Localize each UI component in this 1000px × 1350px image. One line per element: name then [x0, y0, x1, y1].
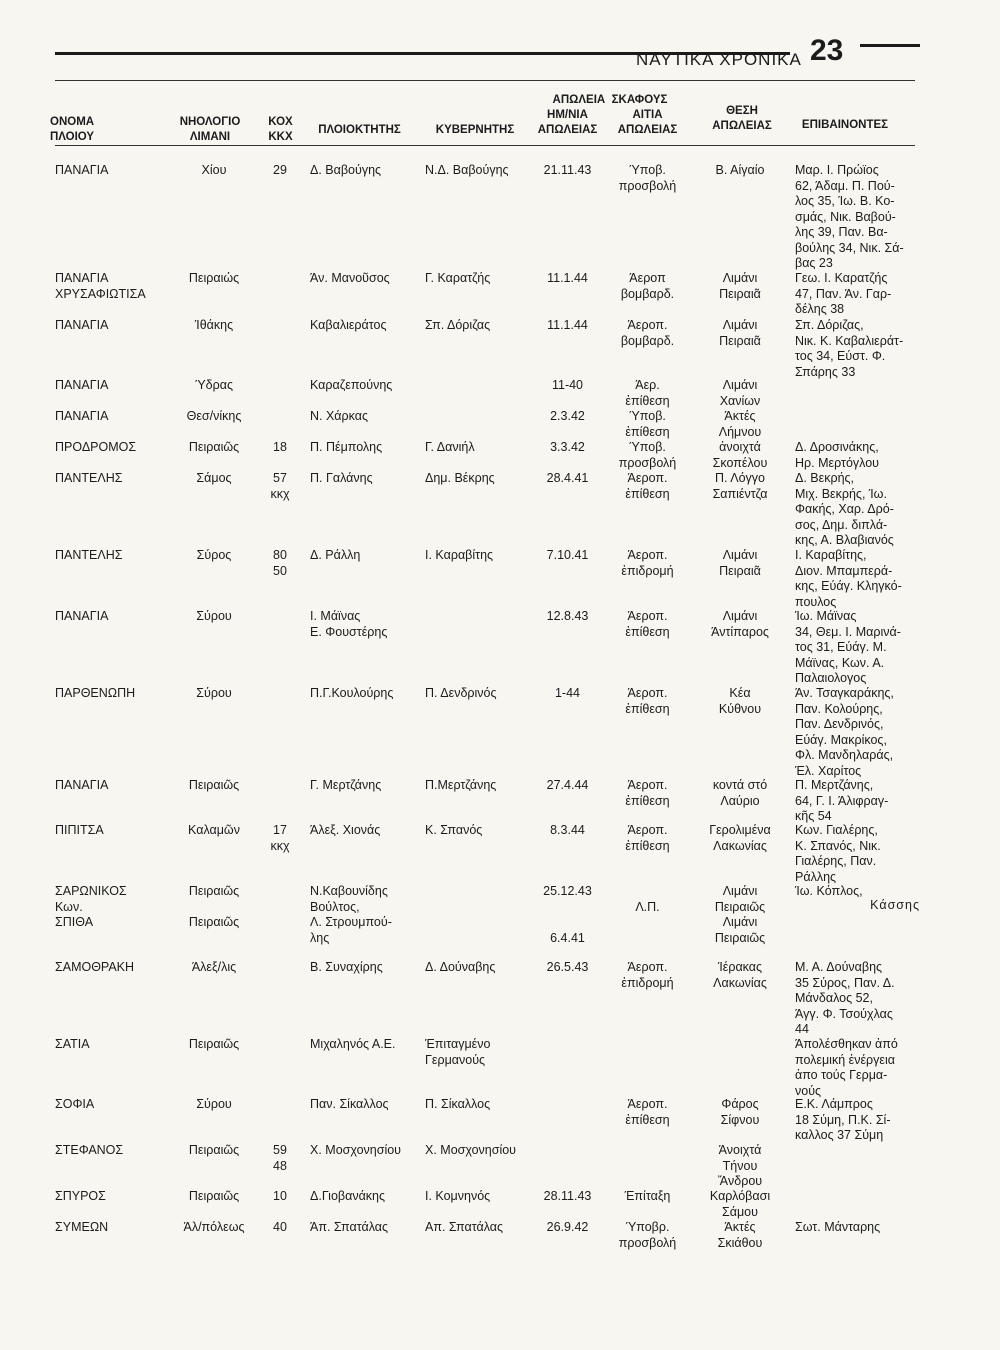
- kox-number: 10: [273, 1189, 287, 1203]
- col-head-cause: ΑΙΤΙΑ ΑΠΩΛΕΙΑΣ: [617, 109, 678, 136]
- loss-place: Λιμάνι Χανίων: [719, 378, 761, 408]
- kox-number: 80 50: [273, 548, 287, 578]
- loss-place: Άκτές Σκιάθου: [717, 1220, 763, 1250]
- captain: Ι. Καραβίτης: [425, 548, 494, 562]
- captain: Π. Σίκαλλος: [425, 1097, 491, 1111]
- ship-name: ΠΑΝΑΓΙΑ ΧΡΥΣΑΦΙΩΤΙΣΑ: [55, 271, 146, 301]
- loss-place: Π. Λόγγο Σαπιέντζα: [712, 471, 768, 501]
- owner: Δ.Γιοβανάκης: [310, 1189, 386, 1203]
- ship-name: ΠΑΡΘΕΝΩΠΗ: [55, 686, 136, 700]
- owner: Ν. Χάρκας: [310, 409, 368, 423]
- captain: Ι. Κομνηνός: [425, 1189, 491, 1203]
- loss-date: 8.3.44: [550, 823, 585, 837]
- kox-number: 17 κκχ: [270, 823, 290, 853]
- registry-port: Ίθάκης: [194, 318, 234, 332]
- loss-cause: Ύποβ. ἐπίθεση: [625, 409, 670, 439]
- owner: Καβαλιεράτος: [310, 318, 387, 332]
- captain: Π.Μερτζάνης: [425, 778, 497, 792]
- loss-place: Λιμάνι Πειραιῶς: [714, 884, 766, 914]
- loss-date: 11.1.44: [547, 271, 588, 285]
- crew-list: Ι. Καραβίτης, Διον. Μπαμπερά- κης, Εύάγ. Κληγκό- πουλος: [795, 548, 902, 609]
- loss-place: Β. Αίγαίο: [715, 163, 765, 177]
- crew-list: Μαρ. Ι. Πρώϊος 62, Άδαμ. Π. Πού- λος 35, Ίω. Β. Κο- σμάς, Νικ. Βαβού- λης 39, Παν. Βα- βούλης 34, Νικ. Σά- βας 23: [795, 163, 904, 270]
- loss-cause: Άεροπ. ἐπίθεση: [625, 686, 670, 716]
- col-head-place: ΘΕΣΗ ΑΠΩΛΕΙΑΣ: [712, 105, 772, 132]
- ship-name: ΣΟΦΙΑ: [55, 1097, 95, 1111]
- owner: Καραζεπούνης: [310, 378, 393, 392]
- loss-date: 12.8.43: [546, 609, 589, 623]
- crew-list: Ίω. Μάϊνας 34, Θεμ. Ι. Μαρινά- τος 31, Εύάγ. Μ. Μάϊνας, Κων. Α. Παλαιολογος: [795, 609, 901, 685]
- captain: Γ. Καρατζής: [425, 271, 491, 285]
- table-row: [0, 471, 1000, 547]
- registry-port: Πειραιῶς: [188, 884, 240, 898]
- ship-name: ΠΑΝΑΓΙΑ: [55, 318, 109, 332]
- table-row: [0, 884, 1000, 914]
- table-row: [0, 1037, 1000, 1098]
- captain: Γ. Δανιήλ: [425, 440, 475, 454]
- crew-list: Π. Μερτζάνης, 64, Γ. Ι. Άλιφραγ- κῆς 54: [795, 778, 889, 823]
- loss-place: Λιμάνι Πειραιᾶ: [719, 271, 761, 301]
- col-head-kox: ΚΟΧ ΚΚΧ: [268, 116, 293, 143]
- owner: Λ. Στρουμπού- λης: [310, 915, 392, 945]
- loss-cause: Άεροπ. ἐπίθεση: [625, 778, 670, 808]
- crew-list-extra: Κάσσης: [870, 898, 920, 912]
- loss-date: 11.1.44: [547, 318, 588, 332]
- owner: Ν.Καβουνίδης Βούλτος,: [310, 884, 388, 914]
- loss-date: 7.10.41: [546, 548, 589, 562]
- ship-name: ΣΑΤΙΑ: [55, 1037, 90, 1051]
- ship-name: ΠΑΝΑΓΙΑ: [55, 163, 109, 177]
- loss-place: Λιμάνι Πειραιῶς: [714, 915, 766, 945]
- owner: Άν. Μανοῦσος: [310, 271, 390, 285]
- ship-name: ΠΑΝΑΓΙΑ: [55, 378, 109, 392]
- loss-date: 28.11.43: [543, 1189, 592, 1203]
- owner: Άλεξ. Χιονάς: [310, 823, 381, 837]
- col-head-loss-span: ΑΠΩΛΕΙΑ ΣΚΑΦΟΥΣ: [552, 94, 668, 106]
- table-row: [0, 823, 1000, 884]
- crew-list: Σπ. Δόριζας, Νικ. Κ. Καβαλιεράτ- τος 34, Εύστ. Φ. Σπάρης 33: [795, 318, 904, 379]
- loss-date: 6.4.41: [550, 930, 585, 945]
- registry-port: Πειραιῶς: [188, 440, 240, 454]
- registry-port: Πειραιῶς: [188, 1143, 240, 1157]
- ship-name: ΠΙΠΙΤΣΑ: [55, 823, 104, 837]
- registry-port: Σύρου: [196, 686, 232, 700]
- loss-date: 2.3.42: [550, 409, 585, 423]
- loss-date: 21.11.43: [543, 163, 592, 177]
- registry-port: Πειραιῶς: [188, 1037, 240, 1051]
- table-row: [0, 1189, 1000, 1219]
- owner: Άπ. Σπατάλας: [310, 1220, 389, 1234]
- registry-port: Καλαμῶν: [188, 823, 240, 837]
- loss-place: Λιμάνι Πειραιᾶ: [719, 548, 761, 578]
- ship-name: ΣΤΕΦΑΝΟΣ: [55, 1143, 124, 1157]
- loss-place: κοντά στό Λαύριο: [712, 778, 768, 808]
- loss-cause: Άεροπ. ἐπίθεση: [625, 1097, 670, 1127]
- loss-date: 3.3.42: [550, 440, 585, 454]
- loss-date: 25.12.43: [543, 884, 592, 898]
- ship-name: ΣΑΡΩΝΙΚΟΣ Κων.: [55, 884, 127, 914]
- owner: Παν. Σίκαλλος: [310, 1097, 389, 1111]
- crew-list: Μ. Α. Δούναβης 35 Σύρος, Παν. Δ. Μάνδαλος 52, Άγγ. Φ. Τσούχλας 44: [795, 960, 895, 1036]
- loss-date: 28.4.41: [546, 471, 589, 485]
- col-head-name: ΟΝΟΜΑ ΠΛΟΙΟΥ: [50, 116, 95, 143]
- registry-port: Άλεξ/λις: [191, 960, 237, 974]
- loss-cause: Λ.Π.: [635, 899, 660, 914]
- table-row: [0, 271, 1000, 316]
- owner: Χ. Μοσχονησίου: [310, 1143, 402, 1157]
- loss-place: Κέα Κύθνου: [718, 686, 762, 716]
- table-row: [0, 163, 1000, 270]
- table-row: [0, 609, 1000, 685]
- kox-number: 59 48: [273, 1143, 287, 1173]
- ship-name: ΠΑΝΑΓΙΑ: [55, 409, 109, 423]
- owner: Δ. Ράλλη: [310, 548, 361, 562]
- registry-port: Πειραιῶς: [188, 915, 240, 929]
- ship-name: ΣΑΜΟΘΡΑΚΗ: [55, 960, 135, 974]
- loss-date: 1-44: [554, 686, 581, 700]
- crew-list: Άπολέσθηκαν ἀπό πολεμική ἐνέργεια ἀπο τούς Γερμα- νούς: [795, 1037, 898, 1098]
- ship-name: ΣΠΥΡΟΣ: [55, 1189, 106, 1203]
- captain: Π. Δενδρινός: [425, 686, 497, 700]
- ship-name: ΠΑΝΑΓΙΑ: [55, 609, 109, 623]
- captain: Ν.Δ. Βαβούγης: [425, 163, 509, 177]
- registry-port: Ύδρας: [194, 378, 233, 392]
- magazine-title: ΝΑΥΤΙΚΑ ΧΡΟΝΙΚΑ: [636, 50, 802, 69]
- captain: Απ. Σπατάλας: [425, 1220, 504, 1234]
- loss-date: 26.5.43: [546, 960, 589, 974]
- loss-place: Άκτές Λήμνου: [718, 409, 762, 439]
- registry-port: Πειραιώς: [188, 271, 240, 285]
- loss-cause: Ύποβ. προσβολή: [618, 440, 677, 470]
- crew-list: Δ. Δροσινάκης, Ηρ. Μερτόγλου: [795, 440, 879, 470]
- loss-place: Λιμάνι Πειραιᾶ: [719, 318, 761, 348]
- table-row: [0, 686, 1000, 778]
- captain: Δ. Δούναβης: [425, 960, 496, 974]
- loss-place: Λιμάνι Άντίπαρος: [711, 609, 769, 639]
- loss-place: Φάρος Σίφνου: [720, 1097, 760, 1127]
- loss-cause: Άεροπ. βομβαρδ.: [620, 318, 675, 348]
- ship-name: ΠΡΟΔΡΟΜΟΣ: [55, 440, 137, 454]
- owner: Μιχαληνός Α.Ε.: [310, 1037, 396, 1051]
- ship-name: ΠΑΝΑΓΙΑ: [55, 778, 109, 792]
- loss-place: ἀνοιχτά Σκοπέλου: [712, 440, 768, 470]
- table-row: [0, 548, 1000, 609]
- kox-number: 18: [273, 440, 287, 454]
- col-head-crew: ΕΠΙΒΑΙΝΟΝΤΕΣ: [801, 119, 889, 131]
- loss-date: 26.9.42: [546, 1220, 589, 1234]
- crew-list: Κων. Γιαλέρης, Κ. Σπανός, Νικ. Γιαλέρης, Παν. Ράλλης: [795, 823, 881, 884]
- captain: Δημ. Βέκρης: [425, 471, 495, 485]
- table-row: [0, 440, 1000, 470]
- table-row: [0, 1097, 1000, 1142]
- owner: Γ. Μερτζάνης: [310, 778, 382, 792]
- loss-cause: Έπίταξη: [624, 1189, 671, 1203]
- registry-port: Χίου: [201, 163, 227, 177]
- loss-date: 27.4.44: [546, 778, 589, 792]
- crew-list: Γεω. Ι. Καρατζής 47, Παν. Άν. Γαρ- δέλης 38: [795, 271, 892, 316]
- crew-list: Ε.Κ. Λάμπρος 18 Σύμη, Π.Κ. Σί- καλλος 37 Σύμη: [795, 1097, 891, 1142]
- owner: Δ. Βαβούγης: [310, 163, 382, 177]
- crew-list: Δ. Βεκρής, Μιχ. Βεκρής, Ίω. Φακής, Χαρ. Δρό- σος, Δημ. διπλά- κης, Α. Βλαβιανός: [795, 471, 894, 547]
- captain: Έπιταγμένο Γερμανούς: [425, 1037, 491, 1067]
- loss-cause: Άεροπ. ἐπίθεση: [625, 609, 670, 639]
- owner: Ι. Μάϊνας Ε. Φουστέρης: [310, 609, 388, 639]
- loss-place: Καρλόβασι Σάμου: [709, 1189, 771, 1219]
- table-row: [0, 778, 1000, 823]
- col-head-owner: ΠΛΟΙΟΚΤΗΤΗΣ: [318, 124, 401, 136]
- kox-number: 57 κκχ: [270, 471, 290, 501]
- loss-place: Γερολιμένα Λακωνίας: [709, 823, 771, 853]
- loss-place: Άνοιχτά Τήνου Ἄνδρου: [717, 1143, 763, 1188]
- loss-place: Ίέρακας Λακωνίας: [713, 960, 767, 990]
- registry-port: Θεσ/νίκης: [186, 409, 242, 423]
- loss-cause: Άεροπ. ἐπίθεση: [625, 471, 670, 501]
- registry-port: Σάμος: [196, 471, 232, 485]
- ship-name: ΠΑΝΤΕΛΗΣ: [55, 548, 123, 562]
- table-row: [0, 915, 1000, 945]
- loss-cause: Ύποβ. προσβολή: [618, 163, 677, 193]
- table-row: [0, 1143, 1000, 1188]
- col-head-registry: ΝΗΟΛΟΓΙΟ ΛΙΜΑΝΙ: [179, 116, 241, 143]
- loss-cause: Άερ. ἐπίθεση: [625, 378, 670, 408]
- registry-port: Σύρου: [196, 1097, 232, 1111]
- owner: Π. Γαλάνης: [310, 471, 373, 485]
- registry-port: Σύρου: [196, 609, 232, 623]
- registry-port: Πειραιῶς: [188, 778, 240, 792]
- table-row: [0, 1220, 1000, 1250]
- loss-cause: Άεροπ. ἐπιδρομή: [621, 548, 674, 578]
- owner: Π. Πέμπολης: [310, 440, 383, 454]
- col-head-date: ΗΜ/ΝΙΑ ΑΠΩΛΕΙΑΣ: [537, 109, 598, 136]
- registry-port: Πειραιῶς: [188, 1189, 240, 1203]
- loss-cause: Άεροπ βομβαρδ.: [620, 271, 675, 301]
- registry-port: Άλ/πόλεως: [183, 1220, 245, 1234]
- kox-number: 29: [273, 163, 287, 177]
- table-row: [0, 378, 1000, 408]
- table-row: [0, 409, 1000, 439]
- loss-cause: Άεροπ. ἐπιδρομή: [621, 960, 674, 990]
- captain: Κ. Σπανός: [425, 823, 483, 837]
- ship-name: ΣΥΜΕΩΝ: [55, 1220, 109, 1234]
- kox-number: 40: [273, 1220, 287, 1234]
- ship-name: ΠΑΝΤΕΛΗΣ: [55, 471, 123, 485]
- table-row: [0, 960, 1000, 1036]
- captain: Σπ. Δόριζας: [425, 318, 491, 332]
- table-row: [0, 318, 1000, 379]
- crew-list: Ίω. Κόπλος,: [795, 884, 863, 898]
- loss-cause: Ύποβρ. προσβολή: [618, 1220, 677, 1250]
- loss-date: 11-40: [551, 378, 584, 392]
- ship-name: ΣΠΙΘΑ: [55, 915, 94, 929]
- loss-cause: Άεροπ. ἐπίθεση: [625, 823, 670, 853]
- registry-port: Σύρος: [196, 548, 232, 562]
- owner: Β. Συναχίρης: [310, 960, 383, 974]
- page-number: 23: [810, 34, 844, 67]
- col-head-captain: ΚΥΒΕΡΝΗΤΗΣ: [435, 124, 515, 136]
- owner: Π.Γ.Κουλούρης: [310, 686, 394, 700]
- crew-list: Σωτ. Μάνταρης: [795, 1220, 881, 1234]
- crew-list: Άν. Τσαγκαράκης, Παν. Κολούρης, Παν. Δενδρινός, Εύάγ. Μακρίκος, Φλ. Μανδηλαράς, Έλ. Χαρίτος: [795, 686, 894, 778]
- captain: Χ. Μοσχονησίου: [425, 1143, 517, 1157]
